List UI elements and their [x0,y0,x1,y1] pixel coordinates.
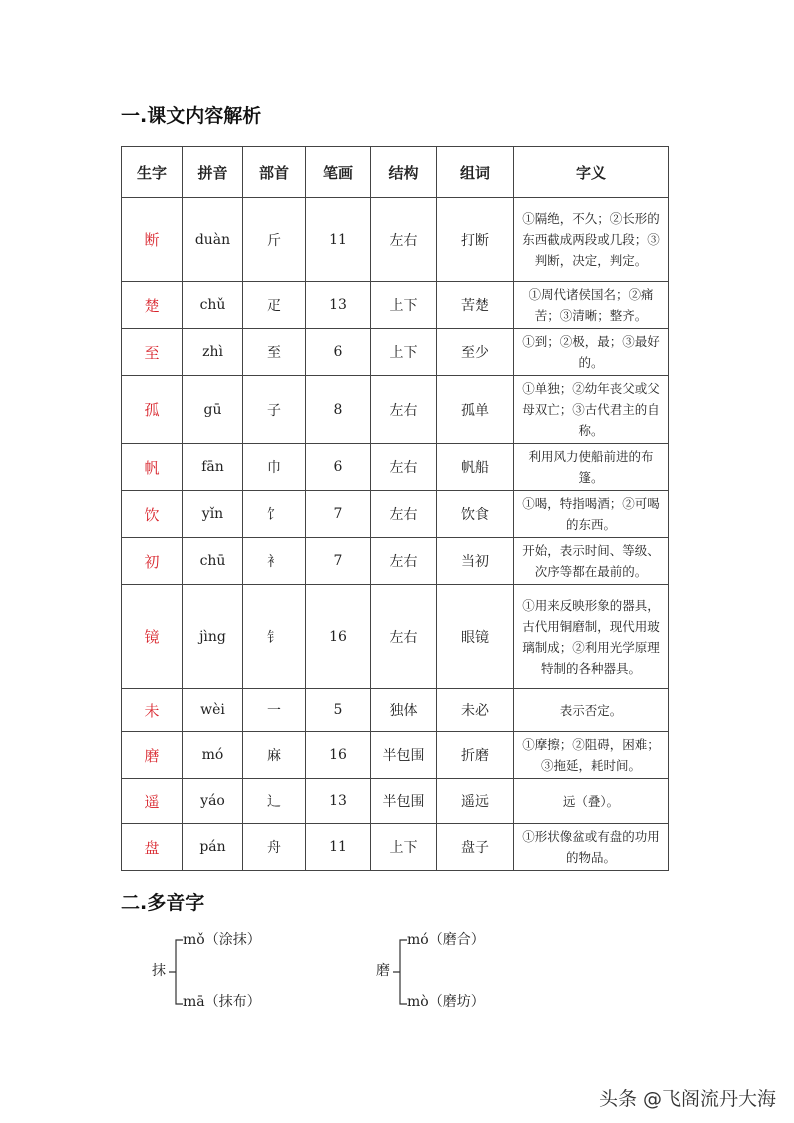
cell-radical: 饣 [243,491,306,538]
table-row [122,538,669,585]
character-table [121,146,669,871]
table-row [122,282,669,329]
table-row [122,779,669,824]
cell-meaning: 远（叠）。 [514,779,669,824]
cell-structure: 左右 [371,538,437,585]
cell-meaning: ①到；②极，最；③最好的。 [514,329,669,376]
cell-radical: 麻 [243,732,306,779]
cell-character: 饮 [122,491,183,538]
cell-strokes: 6 [306,444,371,491]
cell-pinyin: fān [183,444,243,491]
cell-structure: 半包围 [371,732,437,779]
cell-meaning: ①周代诸侯国名；②痛苦；③清晰；整齐。 [514,282,669,329]
header-character: 生字 [122,147,183,198]
table-row [122,689,669,732]
cell-strokes: 6 [306,329,371,376]
cell-word: 帆船 [437,444,514,491]
cell-word: 遥远 [437,779,514,824]
cell-structure: 左右 [371,376,437,444]
pinyin-reading-mo2: mó（磨合） [407,932,485,948]
cell-strokes: 7 [306,491,371,538]
cell-pinyin: pán [183,824,243,871]
cell-pinyin: chǔ [183,282,243,329]
cell-radical: 辶 [243,779,306,824]
cell-character: 镜 [122,585,183,689]
cell-radical: 疋 [243,282,306,329]
cell-word: 孤单 [437,376,514,444]
cell-radical: 舟 [243,824,306,871]
header-meaning: 字义 [514,147,669,198]
cell-pinyin: chū [183,538,243,585]
cell-meaning: ①形状像盆或有盘的功用的物品。 [514,824,669,871]
cell-meaning: ①喝，特指喝酒；②可喝的东西。 [514,491,669,538]
header-radical: 部首 [243,147,306,198]
cell-radical: 斤 [243,198,306,282]
header-strokes: 笔画 [306,147,371,198]
header-word: 组词 [437,147,514,198]
cell-pinyin: duàn [183,198,243,282]
bracket-icon [392,939,408,1005]
cell-structure: 上下 [371,329,437,376]
cell-word: 眼镜 [437,585,514,689]
cell-character: 盘 [122,824,183,871]
cell-meaning: ①用来反映形象的器具，古代用铜磨制，现代用玻璃制成；②利用光学原理特制的各种器具。 [514,585,669,689]
polyphonic-char-mo: 抹 [152,963,166,979]
cell-strokes: 16 [306,585,371,689]
cell-strokes: 7 [306,538,371,585]
cell-pinyin: yǐn [183,491,243,538]
header-pinyin: 拼音 [183,147,243,198]
cell-pinyin: jìng [183,585,243,689]
cell-meaning: ①摩擦；②阻碍，困难；③拖延，耗时间。 [514,732,669,779]
cell-structure: 上下 [371,824,437,871]
cell-structure: 左右 [371,444,437,491]
table-header-row [122,147,669,198]
cell-pinyin: zhì [183,329,243,376]
cell-strokes: 13 [306,779,371,824]
table-row [122,585,669,689]
pinyin-reading-ma1: mā（抹布） [183,994,261,1010]
cell-radical: 衤 [243,538,306,585]
cell-meaning: 开始，表示时间、等级、次序等都在最前的。 [514,538,669,585]
cell-radical: 至 [243,329,306,376]
cell-character: 楚 [122,282,183,329]
section-title-polyphonic: 二.多音字 [121,892,205,914]
cell-strokes: 16 [306,732,371,779]
cell-character: 至 [122,329,183,376]
cell-structure: 左右 [371,198,437,282]
cell-character: 孤 [122,376,183,444]
cell-radical: 一 [243,689,306,732]
cell-strokes: 11 [306,824,371,871]
table-row [122,444,669,491]
cell-structure: 半包围 [371,779,437,824]
cell-word: 至少 [437,329,514,376]
cell-radical: 子 [243,376,306,444]
cell-structure: 上下 [371,282,437,329]
table-row [122,329,669,376]
cell-pinyin: gū [183,376,243,444]
cell-pinyin: wèi [183,689,243,732]
watermark: 头条 @飞阁流丹大海 [598,1088,776,1110]
cell-strokes: 5 [306,689,371,732]
table-row [122,732,669,779]
cell-character: 帆 [122,444,183,491]
bracket-icon [168,939,184,1005]
cell-character: 磨 [122,732,183,779]
table-row [122,491,669,538]
cell-meaning: 利用风力使船前进的布篷。 [514,444,669,491]
cell-word: 当初 [437,538,514,585]
cell-meaning: ①单独；②幼年丧父或父母双亡；③古代君主的自称。 [514,376,669,444]
table-row [122,824,669,871]
cell-structure: 左右 [371,491,437,538]
cell-word: 折磨 [437,732,514,779]
cell-pinyin: yáo [183,779,243,824]
section-title-content-analysis: 一.课文内容解析 [121,105,262,127]
cell-word: 打断 [437,198,514,282]
cell-strokes: 13 [306,282,371,329]
cell-pinyin: mó [183,732,243,779]
cell-structure: 左右 [371,585,437,689]
cell-word: 饮食 [437,491,514,538]
cell-structure: 独体 [371,689,437,732]
cell-meaning: ①隔绝，不久；②长形的东西截成两段或几段；③判断，决定，判定。 [514,198,669,282]
pinyin-reading-mo4: mò（磨坊） [407,994,485,1010]
cell-word: 苦楚 [437,282,514,329]
table-row [122,376,669,444]
cell-strokes: 8 [306,376,371,444]
cell-character: 初 [122,538,183,585]
cell-character: 未 [122,689,183,732]
pinyin-reading-mo3: mǒ（涂抹） [183,932,261,948]
cell-radical: 钅 [243,585,306,689]
cell-strokes: 11 [306,198,371,282]
header-structure: 结构 [371,147,437,198]
cell-radical: 巾 [243,444,306,491]
polyphonic-char-mo2: 磨 [376,963,390,979]
table-row [122,198,669,282]
cell-word: 未必 [437,689,514,732]
cell-meaning: 表示否定。 [514,689,669,732]
cell-character: 遥 [122,779,183,824]
cell-word: 盘子 [437,824,514,871]
cell-character: 断 [122,198,183,282]
